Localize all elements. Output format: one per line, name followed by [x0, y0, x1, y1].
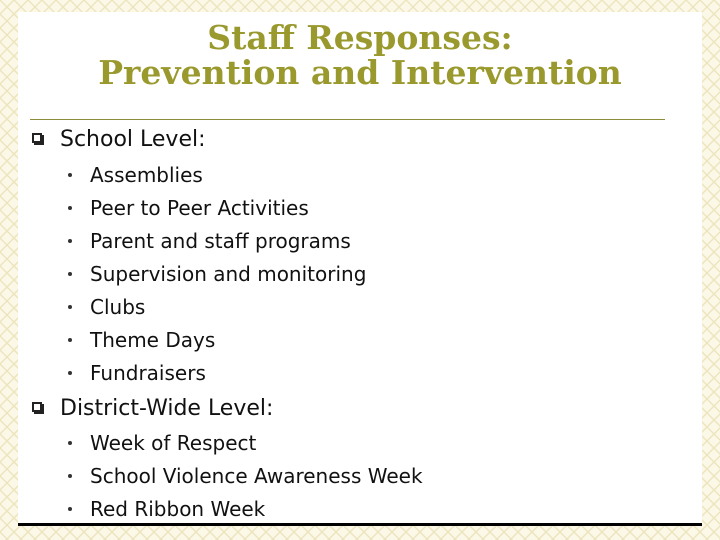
slide-title-line-1: Staff Responses:	[207, 18, 513, 57]
list-item-text: Fundraisers	[90, 361, 206, 385]
list-item-text: Theme Days	[90, 328, 216, 352]
list-item	[68, 161, 366, 194]
list-item-text: Red Ribbon Week	[90, 497, 266, 521]
list-item-text: Clubs	[90, 295, 146, 319]
list-item-text: Week of Respect	[90, 431, 257, 455]
bullet-dot-icon	[68, 507, 72, 511]
section-heading-district-wide-level	[32, 395, 273, 423]
bullet-dot-icon	[68, 474, 72, 478]
list-item	[68, 462, 423, 495]
title-divider	[30, 119, 665, 120]
list-item	[68, 326, 366, 359]
list-item-text: Assemblies	[90, 163, 203, 187]
section-heading-text: School Level:	[60, 127, 206, 152]
district-wide-level-list	[68, 429, 423, 528]
bullet-dot-icon	[68, 206, 72, 210]
slide-bottom-rule	[18, 523, 702, 526]
slide-title-line-2: Prevention and Intervention	[98, 53, 622, 92]
slide	[18, 12, 702, 526]
list-item	[68, 359, 366, 392]
slide-title	[18, 20, 702, 90]
bullet-dot-icon	[68, 272, 72, 276]
square-bullet-icon	[32, 402, 42, 412]
section-heading-text: District-Wide Level:	[60, 396, 274, 421]
list-item-text: School Violence Awareness Week	[90, 464, 423, 488]
list-item	[68, 293, 366, 326]
bullet-dot-icon	[68, 371, 72, 375]
bullet-dot-icon	[68, 239, 72, 243]
list-item	[68, 227, 366, 260]
bullet-dot-icon	[68, 173, 72, 177]
list-item	[68, 429, 423, 462]
bullet-dot-icon	[68, 305, 72, 309]
square-bullet-icon	[32, 133, 42, 143]
list-item	[68, 260, 366, 293]
list-item	[68, 194, 366, 227]
bullet-dot-icon	[68, 338, 72, 342]
school-level-list	[68, 161, 366, 392]
bullet-dot-icon	[68, 441, 72, 445]
list-item-text: Parent and staff programs	[90, 229, 351, 253]
section-heading-school-level	[32, 126, 206, 154]
list-item-text: Supervision and monitoring	[90, 262, 367, 286]
list-item-text: Peer to Peer Activities	[90, 196, 309, 220]
